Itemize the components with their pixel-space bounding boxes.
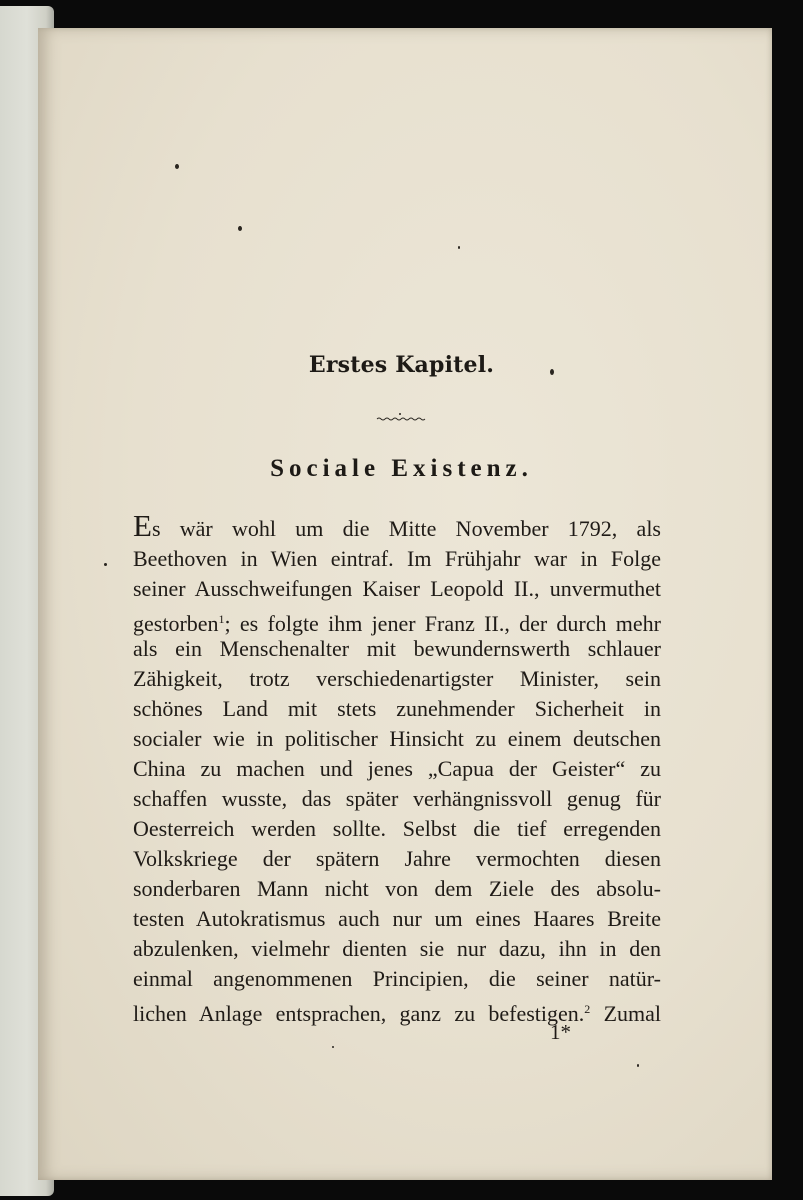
- ink-speck: [238, 226, 242, 231]
- text-line: testen Autokratismus auch nur um eines Haares Breite: [133, 906, 661, 931]
- ink-speck: [637, 1064, 639, 1067]
- footnote-ref: 2: [584, 1002, 591, 1016]
- ink-speck: [104, 563, 107, 566]
- text-line: lichen Anlage entsprachen, ganz zu befestigen.$^2$ Zumal: [133, 1001, 661, 1026]
- text-line: Es wär wohl um die Mitte November 1792, als: [133, 508, 661, 543]
- wave-ornament: [376, 412, 426, 422]
- text-line: abzulenken, vielmehr dienten sie nur dazu, ihn in den: [133, 936, 661, 961]
- text-line: schönes Land mit stets zunehmender Sicherheit in: [133, 696, 661, 721]
- ink-speck: [458, 246, 460, 249]
- section-title: Sociale Existenz.: [270, 455, 533, 482]
- ink-speck: [332, 1046, 334, 1048]
- text-line: China zu machen und jenes „Capua der Geister“ zu: [133, 756, 661, 781]
- text-line: als ein Menschenalter mit bewundernswerth schlauer: [133, 636, 661, 661]
- body-paragraph: [133, 508, 661, 1026]
- text-line: gestorben$^1$; es folgte ihm jener Franz II., der durch mehr: [133, 611, 661, 636]
- footnote-ref: 1: [218, 612, 225, 626]
- text-line: Zähigkeit, trotz verschiedenartigster Minister, sein: [133, 666, 661, 691]
- signature-mark: 1*: [550, 1020, 571, 1044]
- text-line: Volkskriege der spätern Jahre vermochten diesen: [133, 846, 661, 871]
- text-line: schaffen wusste, das später verhängnissvoll genug für: [133, 786, 661, 811]
- text-line: socialer wie in politischer Hinsicht zu einem deutschen: [133, 726, 661, 751]
- drop-cap: E: [133, 508, 152, 543]
- text-line: Beethoven in Wien eintraf. Im Frühjahr war in Folge: [133, 546, 661, 571]
- ink-speck: [175, 164, 179, 169]
- text-line: Oesterreich werden sollte. Selbst die tief erregenden: [133, 816, 661, 841]
- text-line: seiner Ausschweifungen Kaiser Leopold II., unvermuthet: [133, 576, 661, 601]
- text-line: einmal angenommenen Principien, die seiner natür-: [133, 966, 661, 991]
- text-line: sonderbaren Mann nicht von dem Ziele des absolu-: [133, 876, 661, 901]
- chapter-title: Erstes Kapitel.: [308, 352, 495, 378]
